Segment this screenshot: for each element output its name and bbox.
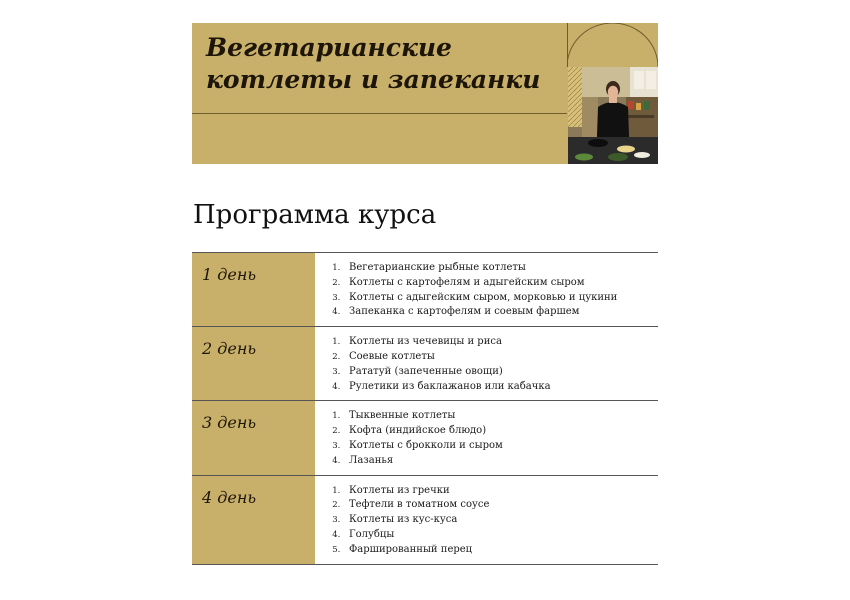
- day-row: [192, 326, 658, 400]
- day-items: [315, 401, 658, 474]
- day-items: [315, 476, 658, 564]
- dish-item: 5. Фаршированный перец: [343, 543, 658, 558]
- dish-item: 4. Рулетики из баклажанов или кабачка: [343, 380, 658, 395]
- dish-item: 1. Котлеты из чечевицы и риса: [343, 335, 658, 350]
- chef-photo-image: [568, 67, 658, 164]
- dish-item: 3. Котлеты из кус-куса: [343, 513, 658, 528]
- dish-list: [315, 409, 658, 468]
- dish-item: 4. Запеканка с картофелям и соевым фаршем: [343, 305, 658, 320]
- dish-item: 1. Тыквенные котлеты: [343, 409, 658, 424]
- day-label: 3 день: [192, 401, 315, 474]
- dish-item: 2. Кофта (индийское блюдо): [343, 424, 658, 439]
- dish-item: 3. Котлеты с брокколи и сыром: [343, 439, 658, 454]
- dish-item: 1. Вегетарианские рыбные котлеты: [343, 261, 658, 276]
- dish-item: 1. Котлеты из гречки: [343, 484, 658, 499]
- dish-list: [315, 261, 658, 320]
- day-label: 1 день: [192, 253, 315, 326]
- dish-item: 3. Котлеты с адыгейским сыром, морковью и цукини: [343, 291, 658, 306]
- day-row: [192, 400, 658, 474]
- dish-item: 4. Голубцы: [343, 528, 658, 543]
- chef-photo: [568, 67, 658, 164]
- dish-item: 2. Соевые котлеты: [343, 350, 658, 365]
- dish-list: [315, 335, 658, 394]
- program-title: Программа курса: [193, 200, 437, 230]
- course-title: Вегетарианские котлеты и запеканки: [206, 33, 541, 94]
- day-label: 4 день: [192, 476, 315, 564]
- dish-item: 3. Рататуй (запеченные овощи): [343, 365, 658, 380]
- banner-divider-horizontal: [192, 113, 567, 114]
- dish-item: 2. Тефтели в томатном соусе: [343, 498, 658, 513]
- dish-item: 2. Котлеты с картофелям и адыгейским сыром: [343, 276, 658, 291]
- header-banner: [192, 23, 658, 164]
- day-row: [192, 252, 658, 326]
- dish-item: 4. Лазанья: [343, 454, 658, 469]
- schedule-table: [192, 252, 658, 565]
- day-row: [192, 475, 658, 565]
- dish-list: [315, 484, 658, 558]
- day-label: 2 день: [192, 327, 315, 400]
- day-items: [315, 327, 658, 400]
- day-items: [315, 253, 658, 326]
